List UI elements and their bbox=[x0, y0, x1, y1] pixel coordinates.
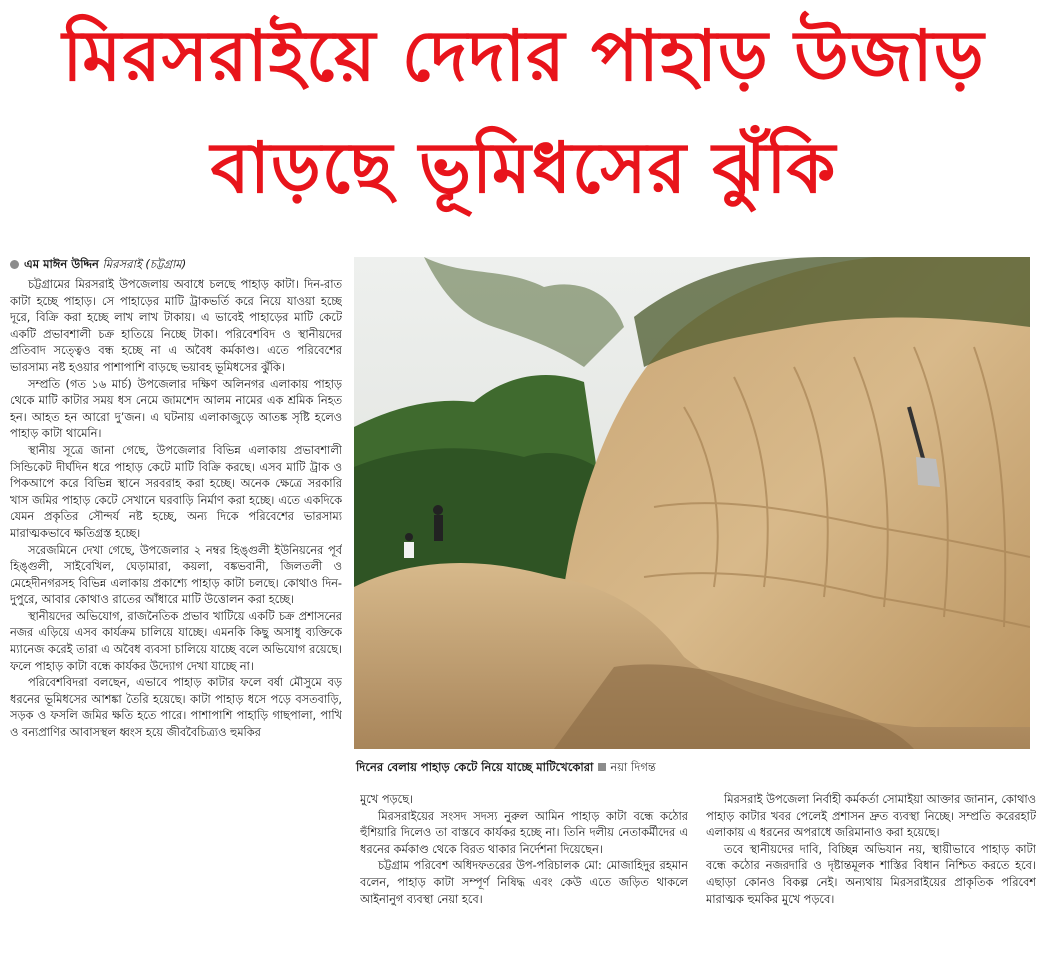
article-paragraph: সরেজমিনে দেখা গেছে, উপজেলার ২ নম্বর হিঙ্গুলী ইউনিয়নের পূর্ব হিঙ্গুলী, সাইবেখিল, ঘেড়ামারা, কয়লা, বঙ্কভবানী, জিলতলী ও মেহেদীনগরসহ বিভিন্ন এলাকায় প্রকাশ্যে পাহাড় কাটা চলছে। কোথাও দিন-দুপুরে, আবার কোথাও রাতের আঁধারে মাটি উত্তোলন করা হচ্ছে। bbox=[10, 543, 342, 607]
article-column-2 bbox=[360, 792, 688, 967]
photo-credit: নয়া দিগন্ত bbox=[610, 760, 656, 774]
bullet-dot-icon bbox=[10, 260, 19, 269]
photo-caption-text: দিনের বেলায় পাহাড় কেটে নিয়ে যাচ্ছে মাটিখেকোরা bbox=[356, 760, 594, 774]
article-paragraph: মিরসরাই উপজেলা নির্বাহী কর্মকর্তা সোমাইয়া আক্তার জানান, কোথাও পাহাড় কাটার খবর পেলেই প্রশাসন দ্রুত ব্যবস্থা নিচ্ছে। সম্প্রতি করেরহাট এলাকায় এ ধরনের অপরাধে জরিমানাও করা হয়েছে। bbox=[706, 793, 1036, 840]
square-bullet-icon bbox=[598, 763, 606, 771]
headline-line-2: বাড়ছে ভূমিধসের ঝুঁকি bbox=[210, 127, 837, 209]
byline-location: মিরসরাই (চট্টগ্রাম) bbox=[102, 257, 187, 271]
article-paragraph: সম্প্রতি (গত ১৬ মার্চ) উপজেলার দক্ষিণ অলিনগর এলাকায় পাহাড় থেকে মাটি কাটার সময় ধস নেমে জামশেদ আলম নামের এক শ্রমিক নিহত হন। আহত হন আরো দু’জন। এ ঘটনায় এলাকাজুড়ে আতঙ্ক সৃষ্টি হলেও পাহাড় কাটা থামেনি। bbox=[10, 377, 342, 441]
article-paragraph: স্থানীয়দের অভিযোগ, রাজনৈতিক প্রভাব খাটিয়ে একটি চক্র প্রশাসনের নজর এড়িয়ে এসব কার্যক্রম চালিয়ে যাচ্ছে। এমনকি কিছু অসাধু ব্যক্তিকে ম্যানেজ করেই তারা এ অবৈধ ব্যবসা চালিয়ে যাচ্ছে বলে অভিযোগ রয়েছে। ফলে পাহাড় কাটা বন্ধে কার্যকর উদ্যোগ দেখা যাচ্ছে না। bbox=[10, 609, 342, 673]
article-paragraph: মুখে পড়ছে। bbox=[360, 793, 413, 806]
photo-caption bbox=[356, 759, 1032, 775]
article-paragraph: পরিবেশবিদরা বলছেন, এভাবে পাহাড় কাটার ফলে বর্ষা মৌসুমে বড় ধরনের ভূমিধসের আশঙ্কা তৈরি হয়েছে। কাটা পাহাড় ধসে পড়ে বসতবাড়ি, সড়ক ও ফসলি জমির ক্ষতি হতে পারে। পাশাপাশি পাহাড়ি গাছপালা, পাখি ও বন্যপ্রাণির আবাসস্থল ধ্বংস হয়ে জীববৈচিত্র্যও হুমকির bbox=[10, 676, 342, 740]
article-paragraph: তবে স্থানীয়দের দাবি, বিচ্ছিন্ন অভিযান নয়, স্থায়ীভাবে পাহাড় কাটা বন্ধে কঠোর নজরদারি ও দৃষ্টান্তমূলক শাস্তির বিধান নিশ্চিত করতে হবে। এছাড়া কোনও বিকল্প নেই। অন্যথায় মিরসরাইয়ের প্রাকৃতিক পরিবেশ মারাত্মক হুমকির মুখে পড়বে। bbox=[706, 842, 1036, 906]
hill-cutting-photo bbox=[354, 257, 1030, 749]
article-paragraph: স্থানীয় সূত্রে জানা গেছে, উপজেলার বিভিন্ন এলাকায় প্রভাবশালী সিন্ডিকেট দীর্ঘদিন ধরে পাহাড় কেটে মাটি বিক্রি করছে। এসব মাটি ট্রাক ও পিকআপে করে বিভিন্ন স্থানে সরবরাহ করা হচ্ছে। অনেক ক্ষেত্রে সরকারি খাস জমির পাহাড় কেটে সেখানে ঘরবাড়ি নির্মাণ করা হচ্ছে। এতে একদিকে যেমন প্রকৃতির সৌন্দর্য নষ্ট হচ্ছে, অন্য দিকে পরিবেশের ভারসাম্য মারাত্মকভাবে ক্ষতিগ্রস্ত হচ্ছে। bbox=[10, 443, 342, 540]
article-paragraph: মিরসরাইয়ের সংসদ সদস্য নুরুল আমিন পাহাড় কাটা বন্ধে কঠোর হুঁশিয়ারি দিলেও তা বাস্তবে কার্যকর হচ্ছে না। তিনি দলীয় নেতাকর্মীদের এ ধরনের কর্মকাণ্ড থেকে বিরত থাকার নির্দেশনা দিয়েছেন। bbox=[360, 809, 688, 856]
article-column-3 bbox=[706, 792, 1036, 967]
byline bbox=[10, 256, 350, 272]
article-column-1 bbox=[10, 277, 342, 967]
article-paragraph: চট্টগ্রাম পরিবেশ অধিদফতরের উপ-পরিচালক মো: মোজাহিদুর রহমান বলেন, পাহাড় কাটা সম্পূর্ণ নিষিদ্ধ এবং কেউ এতে জড়িত থাকলে আইনানুগ ব্যবস্থা নেয়া হবে। bbox=[360, 859, 688, 906]
headline-line-1: মিরসরাইয়ে দেদার পাহাড় উজাড় bbox=[62, 15, 985, 97]
byline-author: এম মাঈন উদ্দিন bbox=[24, 257, 99, 271]
article-paragraph: চট্টগ্রামের মিরসরাই উপজেলায় অবাধে চলছে পাহাড় কাটা। দিন-রাত কাটা হচ্ছে পাহাড়। সে পাহাড়ের মাটি ট্রাকভর্তি করে নিয়ে যাওয়া হচ্ছে দূরে, বিক্রি করা হচ্ছে লাখ লাখ টাকায়। এ ভাবেই পাহাড়ের মাটি কেটে একটি প্রভাবশালী চক্র হাতিয়ে নিচ্ছে টাকা। পরিবেশবিদ ও স্থানীয়দের প্রতিবাদ সত্ত্বেও বন্ধ হচ্ছে না এ অবৈধ কর্মকাণ্ড। এতে পরিবেশের ভারসাম্য নষ্ট হওয়ার পাশাপাশি বাড়ছে ভয়াবহ ভূমিধসের ঝুঁকি। bbox=[10, 278, 342, 374]
